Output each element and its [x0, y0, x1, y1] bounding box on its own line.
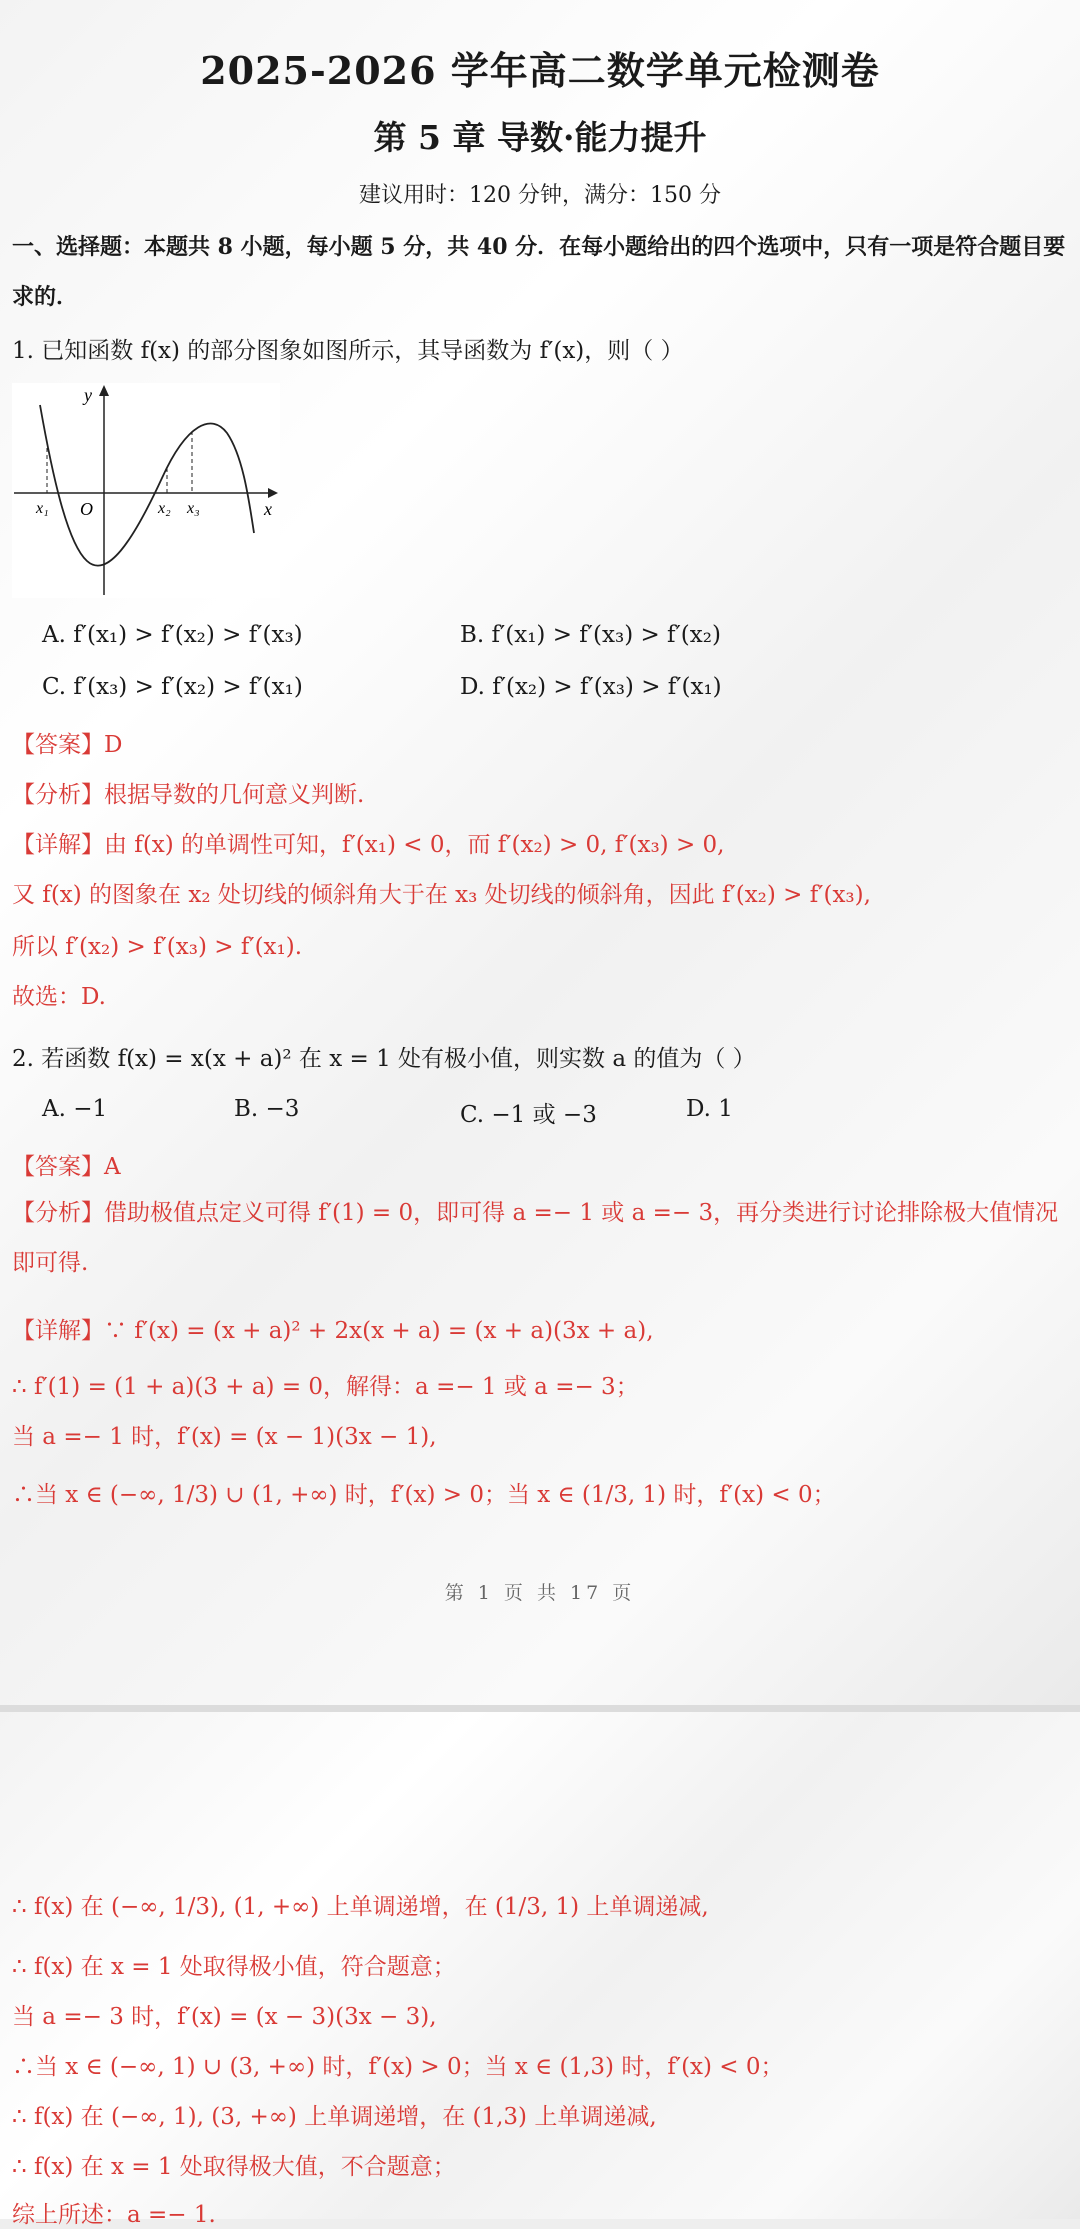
page-2 [0, 1712, 1080, 2228]
q2-cont-3: 当 a =− 3 时，f′(x) = (x − 3)(3x − 3), [12, 2004, 437, 2030]
q2-detail-1: 【详解】∵ f′(x) = (x + a)² + 2x(x + a) = (x + a)(3x + a), [12, 1318, 654, 1344]
function-curve [40, 405, 254, 566]
x1-label: x₁ [36, 500, 49, 517]
q2-analysis: 【分析】借助极值点定义可得 f′(1) = 0，即可得 a =− 1 或 a =− 3，再分类进行讨论排除极大值情况即可得. [12, 1200, 1059, 1276]
y-label: y [84, 385, 92, 405]
q2-detail-2: ∴ f′(1) = (1 + a)(3 + a) = 0，解得：a =− 1 或 a =− 3； [12, 1374, 639, 1400]
q1-detail-3: 所以 f′(x₂) > f′(x₃) > f′(x₁). [12, 934, 303, 960]
chapter-subtitle: 第 5 章 导数·能力提升 [373, 118, 707, 157]
q1-answer: 【答案】D [12, 732, 123, 758]
q2-detail-3: 当 a =− 1 时，f′(x) = (x − 1)(3x − 1), [12, 1424, 437, 1450]
x-axis-arrow [268, 488, 278, 498]
y-axis-arrow [99, 385, 109, 396]
q1-option-c: C. f′(x₃) > f′(x₂) > f′(x₁) [42, 674, 303, 700]
q2-detail-4: ∴当 x ∈ (−∞, 1/3) ∪ (1, +∞) 时，f′(x) > 0；当 x ∈ (1/3, 1) 时，f′(x) < 0； [12, 1482, 836, 1508]
x2-label: x₂ [158, 500, 171, 517]
q1-choice: 故选：D. [12, 984, 106, 1010]
q2-cont-5: ∴ f(x) 在 (−∞, 1), (3, +∞) 上单调递增，在 (1,3) 上单调递减, [12, 2104, 657, 2130]
q2-cont-1: ∴ f(x) 在 (−∞, 1/3), (1, +∞) 上单调递增，在 (1/3, 1) 上单调递减, [12, 1894, 709, 1920]
exam-title: 2025-2026 学年高二数学单元检测卷 [200, 48, 880, 93]
page-footer: 第 1 页 共 17 页 [444, 1582, 636, 1604]
q1-detail-2: 又 f(x) 的图象在 x₂ 处切线的倾斜角大于在 x₃ 处切线的倾斜角，因此 f′(x₂) > f′(x₃), [12, 882, 871, 908]
x-label: x [264, 499, 272, 519]
origin-label: O [80, 499, 93, 519]
q2-cont-7: 综上所述：a =− 1. [12, 2202, 216, 2228]
q2-cont-2: ∴ f(x) 在 x = 1 处取得极小值，符合题意； [12, 1954, 456, 1980]
q2-stem: 2. 若函数 f(x) = x(x + a)² 在 x = 1 处有极小值，则实数 a 的值为（ ） [12, 1046, 756, 1072]
q2-option-a: A. −1 [42, 1096, 108, 1122]
q2-answer: 【答案】A [12, 1154, 121, 1180]
page-divider [0, 1705, 1080, 1712]
function-graph-figure [12, 383, 280, 598]
q1-analysis: 【分析】根据导数的几何意义判断. [12, 782, 365, 808]
q1-graph [12, 383, 280, 598]
q2-option-b: B. −3 [234, 1096, 300, 1122]
q1-detail-1: 【详解】由 f(x) 的单调性可知，f′(x₁) < 0，而 f′(x₂) > 0, f′(x₃) > 0, [12, 832, 725, 858]
q1-option-d: D. f′(x₂) > f′(x₃) > f′(x₁) [460, 674, 722, 700]
section-heading: 一、选择题：本题共 8 小题，每小题 5 分，共 40 分．在每小题给出的四个选项中，只有一项是符合题目要求的． [12, 234, 1066, 310]
q2-cont-4: ∴当 x ∈ (−∞, 1) ∪ (3, +∞) 时，f′(x) > 0；当 x ∈ (1,3) 时，f′(x) < 0； [12, 2054, 784, 2080]
exam-meta: 建议用时：120 分钟，满分：150 分 [359, 183, 721, 208]
q2-option-d: D. 1 [686, 1096, 733, 1122]
x3-label: x₃ [187, 500, 200, 517]
q1-option-a: A. f′(x₁) > f′(x₂) > f′(x₃) [42, 622, 303, 648]
q1-stem: 1. 已知函数 f(x) 的部分图象如图所示，其导函数为 f′(x)，则（ ） [12, 338, 684, 364]
q1-option-b: B. f′(x₁) > f′(x₃) > f′(x₂) [460, 622, 721, 648]
q2-cont-6: ∴ f(x) 在 x = 1 处取得极大值，不合题意； [12, 2154, 456, 2180]
q2-option-c: C. −1 或 −3 [460, 1102, 597, 1128]
